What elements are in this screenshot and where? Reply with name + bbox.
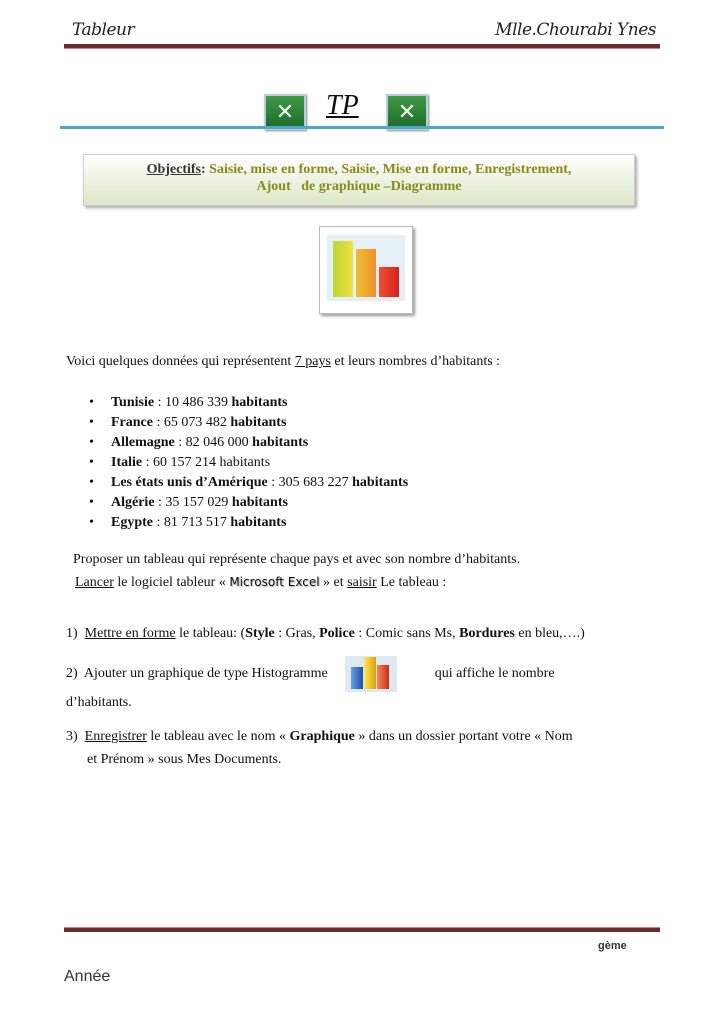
step-3: 3) Enregistrer le tableau avec le nom « Graphique » dans un dossier portant votre « Nom et Prénom » sous Mes Documents.	[66, 729, 573, 767]
population-unit: habitants	[231, 395, 288, 410]
excel-icon: ✕	[264, 94, 306, 130]
country-item: • Allemagne : 82 046 000 habitants	[89, 433, 408, 453]
objectives-text-2: Ajout de graphique –Diagramme	[256, 179, 462, 194]
header-author: Mlle.Chourabi Ynes	[495, 20, 656, 40]
country-name: France	[111, 415, 153, 430]
population-unit: habitants	[230, 515, 287, 530]
country-name: Algérie	[111, 495, 155, 510]
country-name: Egypte	[111, 515, 153, 530]
propose-text: Proposer un tableau qui représente chaque pays et avec son nombre d’habitants.	[73, 552, 521, 567]
population-value: 65 073 482	[163, 415, 227, 430]
population-value: 60 157 214	[153, 455, 216, 470]
population-value: 81 713 517	[163, 515, 227, 530]
country-name: Italie	[111, 455, 143, 470]
footer-rule	[64, 927, 660, 932]
footer-grade: gème	[598, 940, 627, 952]
country-name: Allemagne	[111, 435, 175, 450]
intro-text: Voici quelques données qui représentent 7 pays et leurs nombres d’habitants :	[66, 354, 501, 369]
country-item: • France : 65 073 482 habitants	[89, 413, 408, 433]
population-unit: habitants	[230, 415, 287, 430]
population-unit: habitants	[252, 435, 309, 450]
country-item: • Egypte : 81 713 517 habitants	[89, 513, 408, 533]
bar-chart-icon	[319, 226, 413, 314]
population-unit: habitants	[352, 475, 409, 490]
excel-icon: ✕	[386, 94, 428, 130]
population-value: 10 486 339	[164, 395, 228, 410]
title-rule	[60, 126, 664, 129]
objectives-box: Objectifs: Saisie, mise en forme, Saisie, Mise en forme, Enregistrement, Ajout de graphique –Diagramme	[83, 154, 635, 206]
objectives-text: Saisie, mise en forme, Saisie, Mise en forme, Enregistrement,	[209, 162, 572, 177]
population-value: 35 157 029	[165, 495, 229, 510]
header-subject: Tableur	[72, 20, 135, 40]
population-unit: habitants	[219, 455, 271, 470]
country-item: • Les états unis d’Amérique : 305 683 227 habitants	[89, 473, 408, 493]
header-rule	[64, 44, 660, 49]
step-2: 2) Ajouter un graphique de type Histogramme qui affiche le nombre d’habitants.	[66, 656, 666, 714]
footer-year: Année	[64, 968, 111, 985]
population-unit: habitants	[231, 495, 288, 510]
country-list	[89, 393, 408, 533]
country-item: • Tunisie : 10 486 339 habitants	[89, 393, 408, 413]
country-name: Les états unis d’Amérique	[111, 475, 268, 490]
country-name: Tunisie	[111, 395, 155, 410]
population-value: 305 683 227	[278, 475, 349, 490]
country-item: • Algérie : 35 157 029 habitants	[89, 493, 408, 513]
population-value: 82 046 000	[185, 435, 249, 450]
step-1: 1) Mettre en forme le tableau: (Style : Gras, Police : Comic sans Ms, Bordures en bleu,….)	[66, 626, 585, 641]
launch-text: Lancer le logiciel tableur « Microsoft Excel » et saisir Le tableau :	[75, 575, 447, 590]
objectives-label: Objectifs	[146, 162, 201, 177]
country-item: • Italie : 60 157 214 habitants	[89, 453, 408, 473]
column-chart-icon	[345, 656, 397, 692]
page-title: TP	[326, 90, 359, 121]
